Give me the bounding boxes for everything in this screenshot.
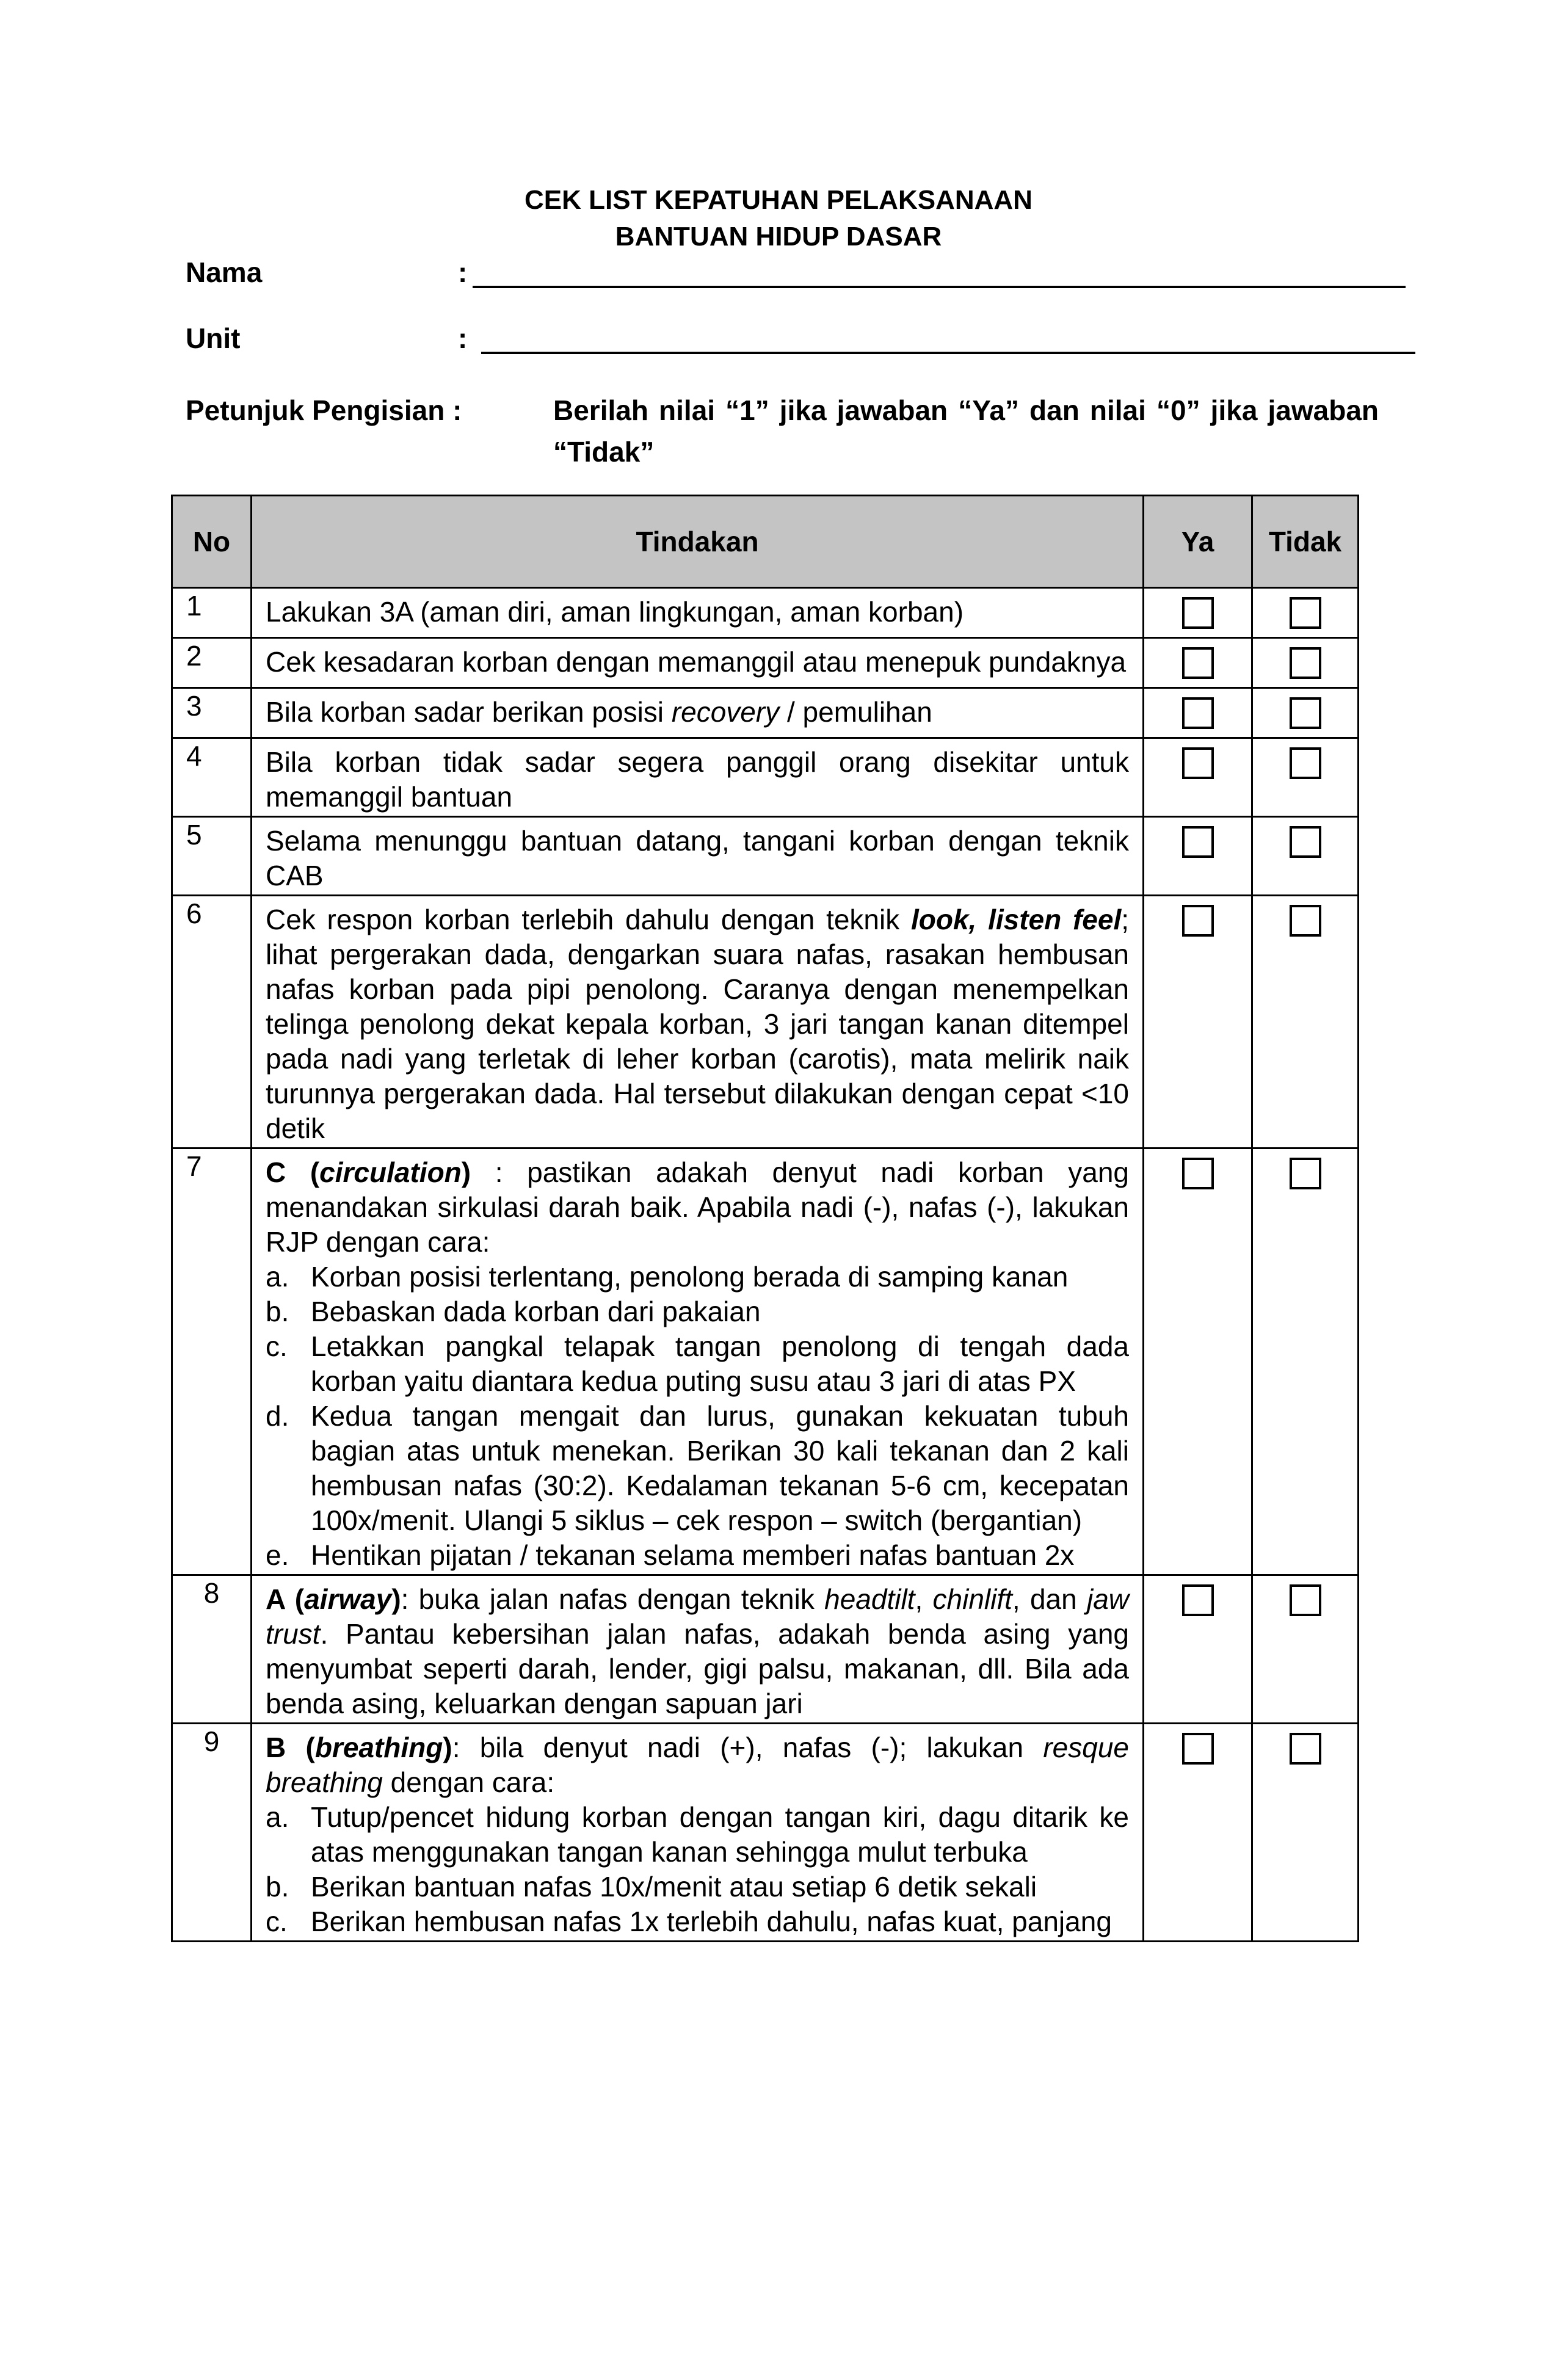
row-action <box>252 1575 1144 1724</box>
ya-cell <box>1144 1148 1252 1575</box>
nama-input-line[interactable] <box>473 286 1406 288</box>
table-row <box>172 1575 1359 1724</box>
header-no: No <box>172 496 252 588</box>
list-text: Berikan hembusan nafas 1x terlebih dahulu, nafas kuat, panjang <box>311 1906 1112 1937</box>
action-bold-italic: circulation <box>319 1156 462 1188</box>
ya-cell <box>1144 588 1252 638</box>
action-italic: jaw trust <box>266 1583 1129 1650</box>
tidak-cell <box>1252 1575 1359 1724</box>
instruction-label: Petunjuk Pengisian : <box>186 394 462 426</box>
tidak-cell <box>1252 896 1359 1148</box>
header-ya: Ya <box>1144 496 1252 588</box>
tidak-cell <box>1252 1724 1359 1942</box>
ya-checkbox[interactable] <box>1182 1733 1214 1765</box>
action-text: Bila korban sadar berikan posisi <box>266 696 672 728</box>
tidak-checkbox[interactable] <box>1290 1158 1321 1189</box>
tidak-cell <box>1252 688 1359 738</box>
table-row <box>172 738 1359 817</box>
ya-checkbox[interactable] <box>1182 1158 1214 1189</box>
list-letter: e. <box>266 1539 289 1571</box>
tidak-checkbox[interactable] <box>1290 747 1321 779</box>
ya-cell <box>1144 817 1252 896</box>
action-italic: chinlift <box>932 1583 1012 1615</box>
action-bold: C ( <box>266 1156 320 1188</box>
ya-cell <box>1144 638 1252 688</box>
action-text: . Pantau kebersihan jalan nafas, adakah benda asing yang menyumbat seperti darah, lender, gigi palsu, makanan, dll. Bila ada benda asing, keluarkan dengan sapuan jari <box>266 1618 1129 1719</box>
instruction-text: Berilah nilai “1” jika jawaban “Ya” dan nilai “0” jika jawaban “Tidak” <box>553 394 1379 468</box>
table-row <box>172 638 1359 688</box>
ya-checkbox[interactable] <box>1182 826 1214 858</box>
nama-label: Nama <box>186 256 263 288</box>
action-text: : pastikan adakah denyut nadi korban yang menandakan sirkulasi darah baik. Apabila nadi (-), nafas (-), lakukan RJP dengan cara: <box>266 1156 1129 1258</box>
list-item <box>266 1800 1129 1870</box>
tidak-checkbox[interactable] <box>1290 826 1321 858</box>
action-italic: resque breathing <box>266 1732 1129 1798</box>
row-number: 1 <box>172 588 252 638</box>
ya-checkbox[interactable] <box>1182 597 1214 629</box>
tidak-cell <box>1252 588 1359 638</box>
checklist-table <box>171 495 1359 1942</box>
row-number: 2 <box>172 638 252 688</box>
action-text: ; lihat pergerakan dada, dengarkan suara nafas, rasakan hembusan nafas korban pada pipi penolong. Caranya dengan menempelkan telinga penolong dekat kepala korban, 3 jari tangan kanan ditempel pada nadi yang terletak di leher korban (carotis), mata melirik naik turunnya pergerakan dada. Hal tersebut dilakukan dengan cepat <10 detik <box>266 904 1130 1144</box>
table-row <box>172 688 1359 738</box>
tidak-checkbox[interactable] <box>1290 905 1321 937</box>
list-letter: c. <box>266 1330 288 1362</box>
tidak-checkbox[interactable] <box>1290 1584 1321 1616</box>
list-text: Tutup/pencet hidung korban dengan tangan kiri, dagu ditarik ke atas menggunakan tangan kanan sehingga mulut terbuka <box>311 1801 1129 1868</box>
nama-colon: : <box>458 256 468 288</box>
ya-checkbox[interactable] <box>1182 647 1214 679</box>
list-text: Berikan bantuan nafas 10x/menit atau setiap 6 detik sekali <box>311 1871 1037 1903</box>
tidak-checkbox[interactable] <box>1290 1733 1321 1765</box>
unit-input-line[interactable] <box>481 352 1415 354</box>
unit-colon: : <box>458 322 468 354</box>
list-item <box>266 1904 1129 1939</box>
list-letter: c. <box>266 1906 288 1937</box>
table-header-row <box>172 496 1359 588</box>
ya-cell <box>1144 1724 1252 1942</box>
action-bold-italic: airway <box>304 1583 392 1615</box>
row-number: 5 <box>172 817 252 896</box>
list-text: Korban posisi terlentang, penolong berada di samping kanan <box>311 1261 1069 1293</box>
list-letter: a. <box>266 1801 289 1833</box>
action-bold: ) <box>443 1732 452 1763</box>
list-text: Hentikan pijatan / tekanan selama memberi nafas bantuan 2x <box>311 1539 1075 1571</box>
list-text: Bebaskan dada korban dari pakaian <box>311 1296 761 1327</box>
list-text: Kedua tangan mengait dan lurus, gunakan kekuatan tubuh bagian atas untuk menekan. Berikan 30 kali tekanan dan 2 kali hembusan nafas (30:2). Kedalaman tekanan 5-6 cm, kecepatan 100x/menit. Ulangi 5 siklus – cek respon – switch (bergantian) <box>311 1400 1129 1536</box>
action-italic: recovery <box>671 696 780 728</box>
table-row <box>172 896 1359 1148</box>
action-bold: A ( <box>266 1583 305 1615</box>
list-letter: a. <box>266 1261 289 1293</box>
action-bold-italic: breathing <box>314 1732 443 1763</box>
row-number: 6 <box>172 896 252 1148</box>
title-line-2: BANTUAN HIDUP DASAR <box>615 222 942 252</box>
tidak-checkbox[interactable] <box>1290 597 1321 629</box>
list-item <box>266 1870 1129 1904</box>
tidak-cell <box>1252 738 1359 817</box>
list-letter: b. <box>266 1871 289 1903</box>
list-letter: d. <box>266 1400 289 1432</box>
row-action <box>252 688 1144 738</box>
title-line-1: CEK LIST KEPATUHAN PELAKSANAAN <box>524 185 1033 215</box>
action-bold: ) <box>391 1583 401 1615</box>
tidak-checkbox[interactable] <box>1290 697 1321 729</box>
row-action: Cek kesadaran korban dengan memanggil atau menepuk pundaknya <box>252 638 1144 688</box>
ya-cell <box>1144 738 1252 817</box>
list-item <box>266 1329 1129 1399</box>
row-number: 7 <box>172 1148 252 1575</box>
list-letter: b. <box>266 1296 289 1327</box>
list-text: Letakkan pangkal telapak tangan penolong di tengah dada korban yaitu diantara kedua puting susu atau 3 jari di atas PX <box>311 1330 1129 1397</box>
row-number: 8 <box>172 1575 252 1724</box>
row-action <box>252 896 1144 1148</box>
ya-checkbox[interactable] <box>1182 697 1214 729</box>
row-number: 4 <box>172 738 252 817</box>
action-bold: B ( <box>266 1732 315 1763</box>
list-item <box>266 1538 1129 1573</box>
document-title <box>0 182 1557 255</box>
list-item <box>266 1399 1129 1538</box>
header-tindakan: Tindakan <box>252 496 1144 588</box>
table-row <box>172 588 1359 638</box>
row-action: Selama menunggu bantuan datang, tangani korban dengan teknik CAB <box>252 817 1144 896</box>
header-tidak: Tidak <box>1252 496 1359 588</box>
ya-checkbox[interactable] <box>1182 1584 1214 1616</box>
table-row <box>172 1148 1359 1575</box>
action-bold: ) <box>461 1156 471 1188</box>
row-action <box>252 1148 1144 1575</box>
action-bold-italic: look, listen feel <box>910 904 1122 935</box>
tidak-cell <box>1252 1148 1359 1575</box>
action-text: : buka jalan nafas dengan teknik <box>401 1583 825 1615</box>
tidak-cell <box>1252 638 1359 688</box>
row-number: 9 <box>172 1724 252 1942</box>
row-number: 3 <box>172 688 252 738</box>
action-text: dengan cara: <box>382 1766 555 1798</box>
ya-checkbox[interactable] <box>1182 747 1214 779</box>
action-text: / pemulihan <box>779 696 932 728</box>
list-item <box>266 1260 1129 1294</box>
action-italic: headtilt <box>824 1583 915 1615</box>
table-row <box>172 1724 1359 1942</box>
ya-cell <box>1144 1575 1252 1724</box>
action-text: , <box>915 1583 933 1615</box>
row-action: Lakukan 3A (aman diri, aman lingkungan, aman korban) <box>252 588 1144 638</box>
action-text: Cek respon korban terlebih dahulu dengan teknik <box>266 904 911 935</box>
action-text: , dan <box>1012 1583 1087 1615</box>
tidak-checkbox[interactable] <box>1290 647 1321 679</box>
ya-checkbox[interactable] <box>1182 905 1214 937</box>
action-text: : bila denyut nadi (+), nafas (-); lakukan <box>452 1732 1043 1763</box>
row-action <box>252 1724 1144 1942</box>
unit-label: Unit <box>186 322 241 354</box>
row-action: Bila korban tidak sadar segera panggil orang disekitar untuk memanggil bantuan <box>252 738 1144 817</box>
list-item <box>266 1294 1129 1329</box>
table-row <box>172 817 1359 896</box>
ya-cell <box>1144 688 1252 738</box>
ya-cell <box>1144 896 1252 1148</box>
tidak-cell <box>1252 817 1359 896</box>
